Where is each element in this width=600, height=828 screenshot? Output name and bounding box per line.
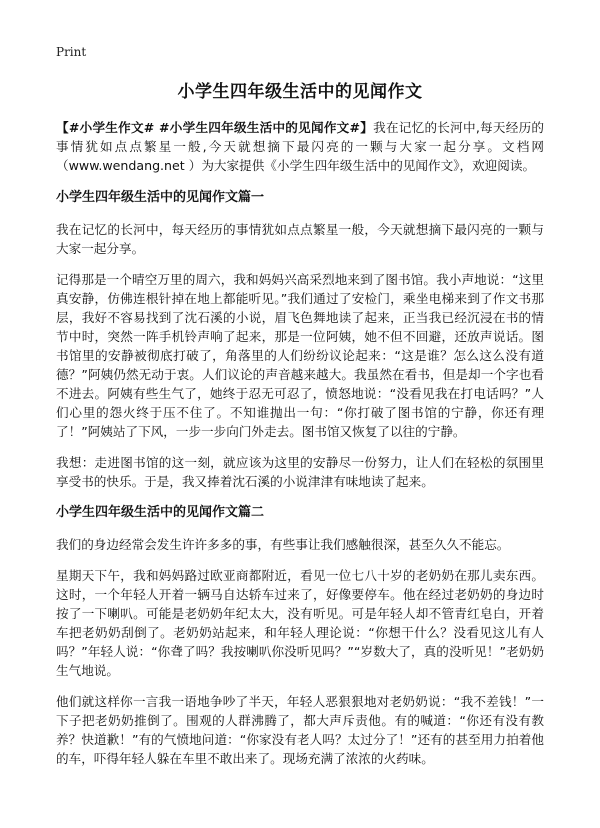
section-heading-1: 小学生四年级生活中的见闻作文篇一	[56, 190, 265, 205]
intro-paragraph	[56, 118, 544, 175]
section-2-paragraph-3: 他们就这样你一言我一语地争吵了半天，年轻人恶狠狠地对老奶奶说：“我不差钱！”一下子把老奶奶推倒了。围观的人群沸腾了，都大声斥责他。有的喊道：“你还有没有教养？快道歉！”有的气愤地问道：“你家没有老人吗？太过分了！”还有的甚至用力拍着他的车，吓得年轻人躲在车里不敢出来了。现场充满了浓浓的火药味。	[56, 694, 544, 766]
intro-tags: 【#小学生作文# #小学生四年级生活中的见闻作文#】	[56, 120, 374, 135]
document-title: 小学生四年级生活中的见闻作文	[177, 82, 423, 102]
intro-text: 我在记忆的长河中,每天经历的事情犹如点点繁星一般,今天就想摘下最闪亮的一颗与大家一起分享。文档网（www.wendang.net ）为大家提供《小学生四年级生活中的见闻作文》，欢迎阅读。	[56, 120, 544, 173]
section-2-paragraph-1: 我们的身边经常会发生许许多多的事，有些事让我们感触很深，甚至久久不能忘。	[56, 537, 510, 552]
section-1-paragraph-2: 记得那是一个晴空万里的周六，我和妈妈兴高采烈地来到了图书馆。我小声地说：“这里真安静，仿佛连根针掉在地上都能听见。”我们通过了安检门，乘坐电梯来到了作文书那层，我好不容易找到了沈石溪的小说，眉飞色舞地读了起来，正当我已经沉浸在书的情节中时，突然一阵手机铃声响了起来，那是一位阿姨，她不但不回避，还放声说话。图书馆里的安静被彻底打破了，角落里的人们纷纷议论起来：“这是谁？怎么这么没有道德？”阿姨仍然无动于衷。人们议论的声音越来越大。我虽然在看书，但是却一个字也看不进去。阿姨有些生气了，她终于忍无可忍了，愤怒地说：“没看见我在打电话吗？”人们心里的怨火终于压不住了。不知谁抛出一句：“你打破了图书馆的宁静，你还有理了！”阿姨站了下风，一步一步向门外走去。图书馆又恢复了以往的宁静。	[56, 272, 544, 439]
section-heading-2: 小学生四年级生活中的见闻作文篇二	[56, 505, 265, 520]
section-1-paragraph-3: 我想：走进图书馆的这一刻，就应该为这里的安静尽一份努力，让人们在轻松的氛围里享受书的快乐。于是，我又捧着沈石溪的小说津津有味地读了起来。	[56, 455, 544, 489]
print-link[interactable]: Print	[56, 45, 87, 59]
section-1-paragraph-1: 我在记忆的长河中，每天经历的事情犹如点点繁星一般，今天就想摘下最闪亮的一颗与大家一起分享。	[56, 222, 544, 256]
section-2-paragraph-2: 星期天下午，我和妈妈路过欧亚商都附近，看见一位七八十岁的老奶奶在那儿卖东西。这时，一个年轻人开着一辆马自达轿车过来了，好像要停车。他在经过老奶奶的身边时按了一下喇叭。可能是老奶奶年纪太大，没有听见。可是年轻人却不管青红皂白，开着车把老奶奶刮倒了。老奶奶站起来，和年轻人理论说：“你想干什么？没看见这儿有人吗？”年轻人说：“你聋了吗？我按喇叭你没听见吗？”“岁数大了，真的没听见！”老奶奶生气地说。	[56, 568, 544, 678]
